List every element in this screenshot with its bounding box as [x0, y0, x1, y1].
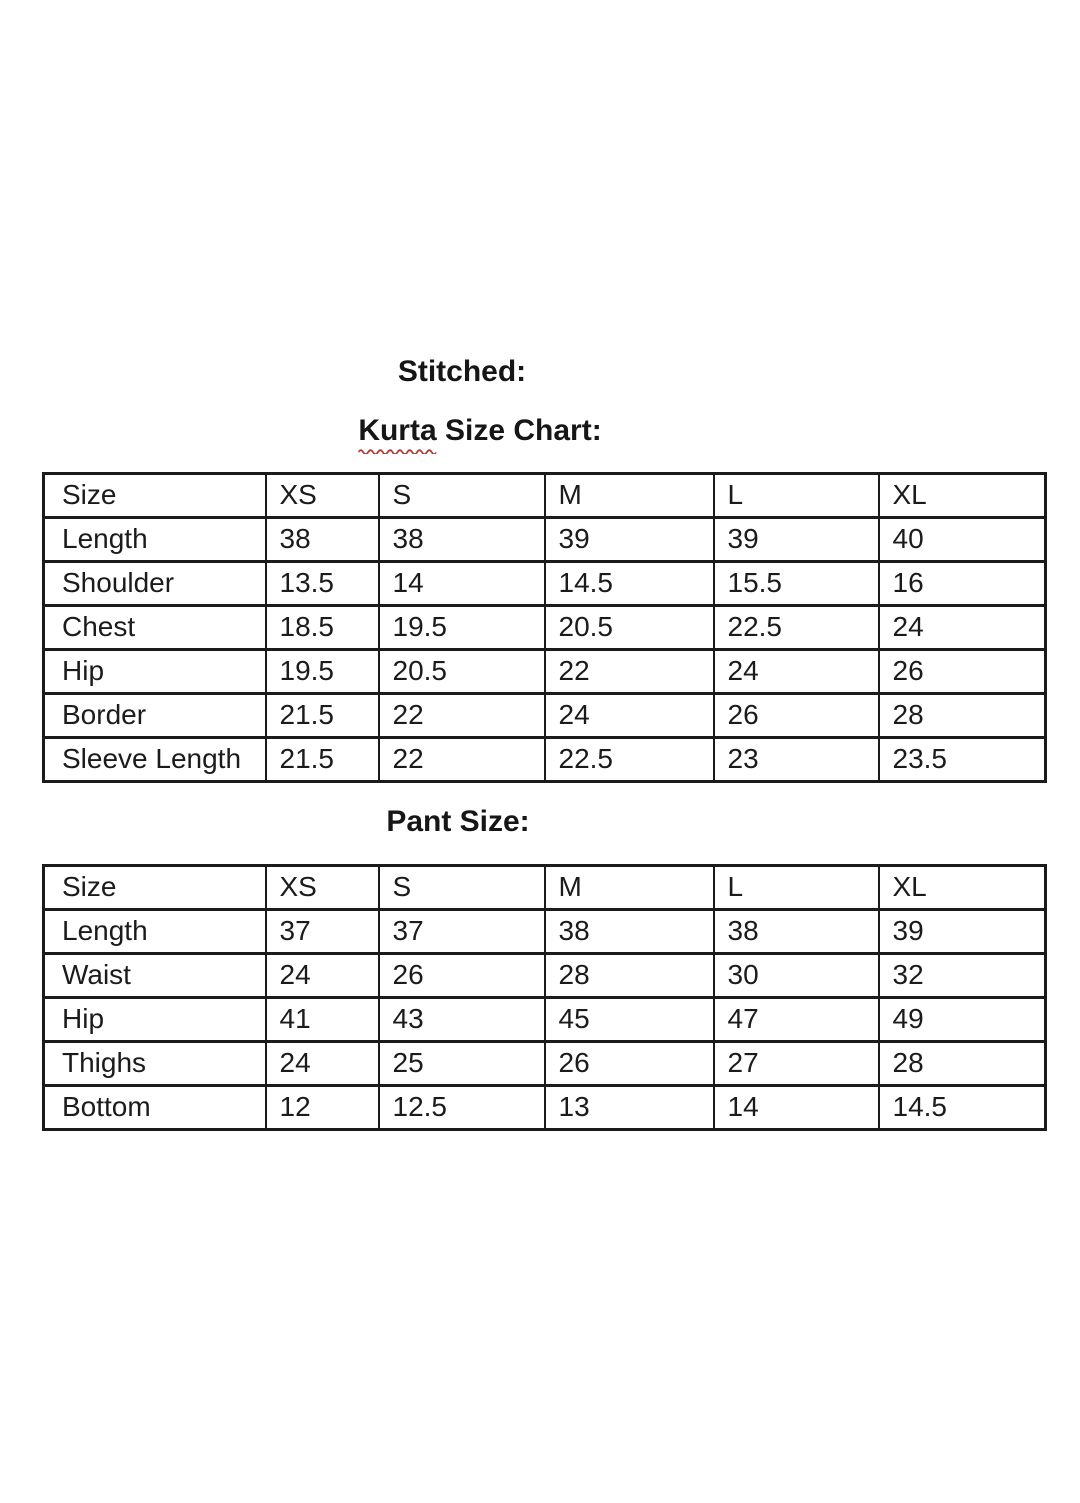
value-cell: 24: [714, 650, 879, 694]
value-cell: 19.5: [266, 650, 379, 694]
value-cell: 21.5: [266, 694, 379, 738]
row-label-cell: Waist: [44, 954, 266, 998]
kurta-row-shoulder: [44, 562, 1046, 606]
kurta-word: Kurta: [358, 414, 437, 447]
header-cell: L: [714, 474, 879, 518]
value-cell: 24: [545, 694, 714, 738]
value-cell: 37: [379, 910, 545, 954]
value-cell: 24: [266, 1042, 379, 1086]
value-cell: 24: [266, 954, 379, 998]
header-cell: S: [379, 866, 545, 910]
row-label-cell: Shoulder: [44, 562, 266, 606]
value-cell: 20.5: [545, 606, 714, 650]
value-cell: 38: [379, 518, 545, 562]
value-cell: 20.5: [379, 650, 545, 694]
kurta-chart-heading: [358, 415, 601, 447]
value-cell: 22: [379, 694, 545, 738]
value-cell: 26: [545, 1042, 714, 1086]
kurta-row-chest: [44, 606, 1046, 650]
pant-row-thighs: [44, 1042, 1046, 1086]
value-cell: 27: [714, 1042, 879, 1086]
kurta-size-table: [42, 472, 1047, 783]
kurta-heading-rest: Size Chart:: [436, 414, 602, 447]
value-cell: 14: [379, 562, 545, 606]
value-cell: 32: [879, 954, 1046, 998]
kurta-row-length: [44, 518, 1046, 562]
value-cell: 21.5: [266, 738, 379, 782]
row-label-cell: Hip: [44, 998, 266, 1042]
row-label-cell: Chest: [44, 606, 266, 650]
value-cell: 16: [879, 562, 1046, 606]
kurta-row-sleeve-length: [44, 738, 1046, 782]
value-cell: 22.5: [545, 738, 714, 782]
header-cell: XL: [879, 474, 1046, 518]
row-label-cell: Length: [44, 910, 266, 954]
pant-row-waist: [44, 954, 1046, 998]
value-cell: 28: [545, 954, 714, 998]
value-cell: 23.5: [879, 738, 1046, 782]
value-cell: 38: [545, 910, 714, 954]
value-cell: 15.5: [714, 562, 879, 606]
row-label-cell: Border: [44, 694, 266, 738]
value-cell: 14: [714, 1086, 879, 1130]
kurta-row-border: [44, 694, 1046, 738]
value-cell: 22: [545, 650, 714, 694]
pant-size-table: [42, 864, 1047, 1131]
row-label-cell: Thighs: [44, 1042, 266, 1086]
value-cell: 14.5: [879, 1086, 1046, 1130]
value-cell: 43: [379, 998, 545, 1042]
header-cell: M: [545, 866, 714, 910]
value-cell: 30: [714, 954, 879, 998]
header-cell: XS: [266, 474, 379, 518]
header-cell: M: [545, 474, 714, 518]
value-cell: 26: [714, 694, 879, 738]
row-label-cell: Length: [44, 518, 266, 562]
value-cell: 24: [879, 606, 1046, 650]
header-cell: Size: [44, 474, 266, 518]
header-cell: L: [714, 866, 879, 910]
value-cell: 38: [714, 910, 879, 954]
header-cell: XL: [879, 866, 1046, 910]
value-cell: 18.5: [266, 606, 379, 650]
value-cell: 39: [879, 910, 1046, 954]
value-cell: 45: [545, 998, 714, 1042]
value-cell: 39: [545, 518, 714, 562]
section-title: Stitched:: [397, 355, 527, 388]
value-cell: 49: [879, 998, 1046, 1042]
value-cell: 39: [714, 518, 879, 562]
value-cell: 14.5: [545, 562, 714, 606]
value-cell: 22.5: [714, 606, 879, 650]
pant-size-heading: Pant Size:: [386, 805, 530, 838]
value-cell: 13.5: [266, 562, 379, 606]
kurta-header-row: [44, 474, 1046, 518]
value-cell: 26: [879, 650, 1046, 694]
row-label-cell: Bottom: [44, 1086, 266, 1130]
spellcheck-squiggle-underline: [358, 448, 436, 454]
header-cell: Size: [44, 866, 266, 910]
value-cell: 28: [879, 694, 1046, 738]
value-cell: 13: [545, 1086, 714, 1130]
value-cell: 37: [266, 910, 379, 954]
pant-header-row: [44, 866, 1046, 910]
value-cell: 19.5: [379, 606, 545, 650]
value-cell: 28: [879, 1042, 1046, 1086]
header-cell: S: [379, 474, 545, 518]
value-cell: 12: [266, 1086, 379, 1130]
value-cell: 47: [714, 998, 879, 1042]
value-cell: 38: [266, 518, 379, 562]
value-cell: 23: [714, 738, 879, 782]
header-cell: XS: [266, 866, 379, 910]
value-cell: 22: [379, 738, 545, 782]
kurta-word-with-spellcheck: [358, 415, 436, 447]
value-cell: 40: [879, 518, 1046, 562]
pant-row-bottom: [44, 1086, 1046, 1130]
pant-row-length: [44, 910, 1046, 954]
pant-row-hip: [44, 998, 1046, 1042]
row-label-cell: Sleeve Length: [44, 738, 266, 782]
kurta-row-hip: [44, 650, 1046, 694]
value-cell: 12.5: [379, 1086, 545, 1130]
value-cell: 26: [379, 954, 545, 998]
value-cell: 41: [266, 998, 379, 1042]
value-cell: 25: [379, 1042, 545, 1086]
row-label-cell: Hip: [44, 650, 266, 694]
